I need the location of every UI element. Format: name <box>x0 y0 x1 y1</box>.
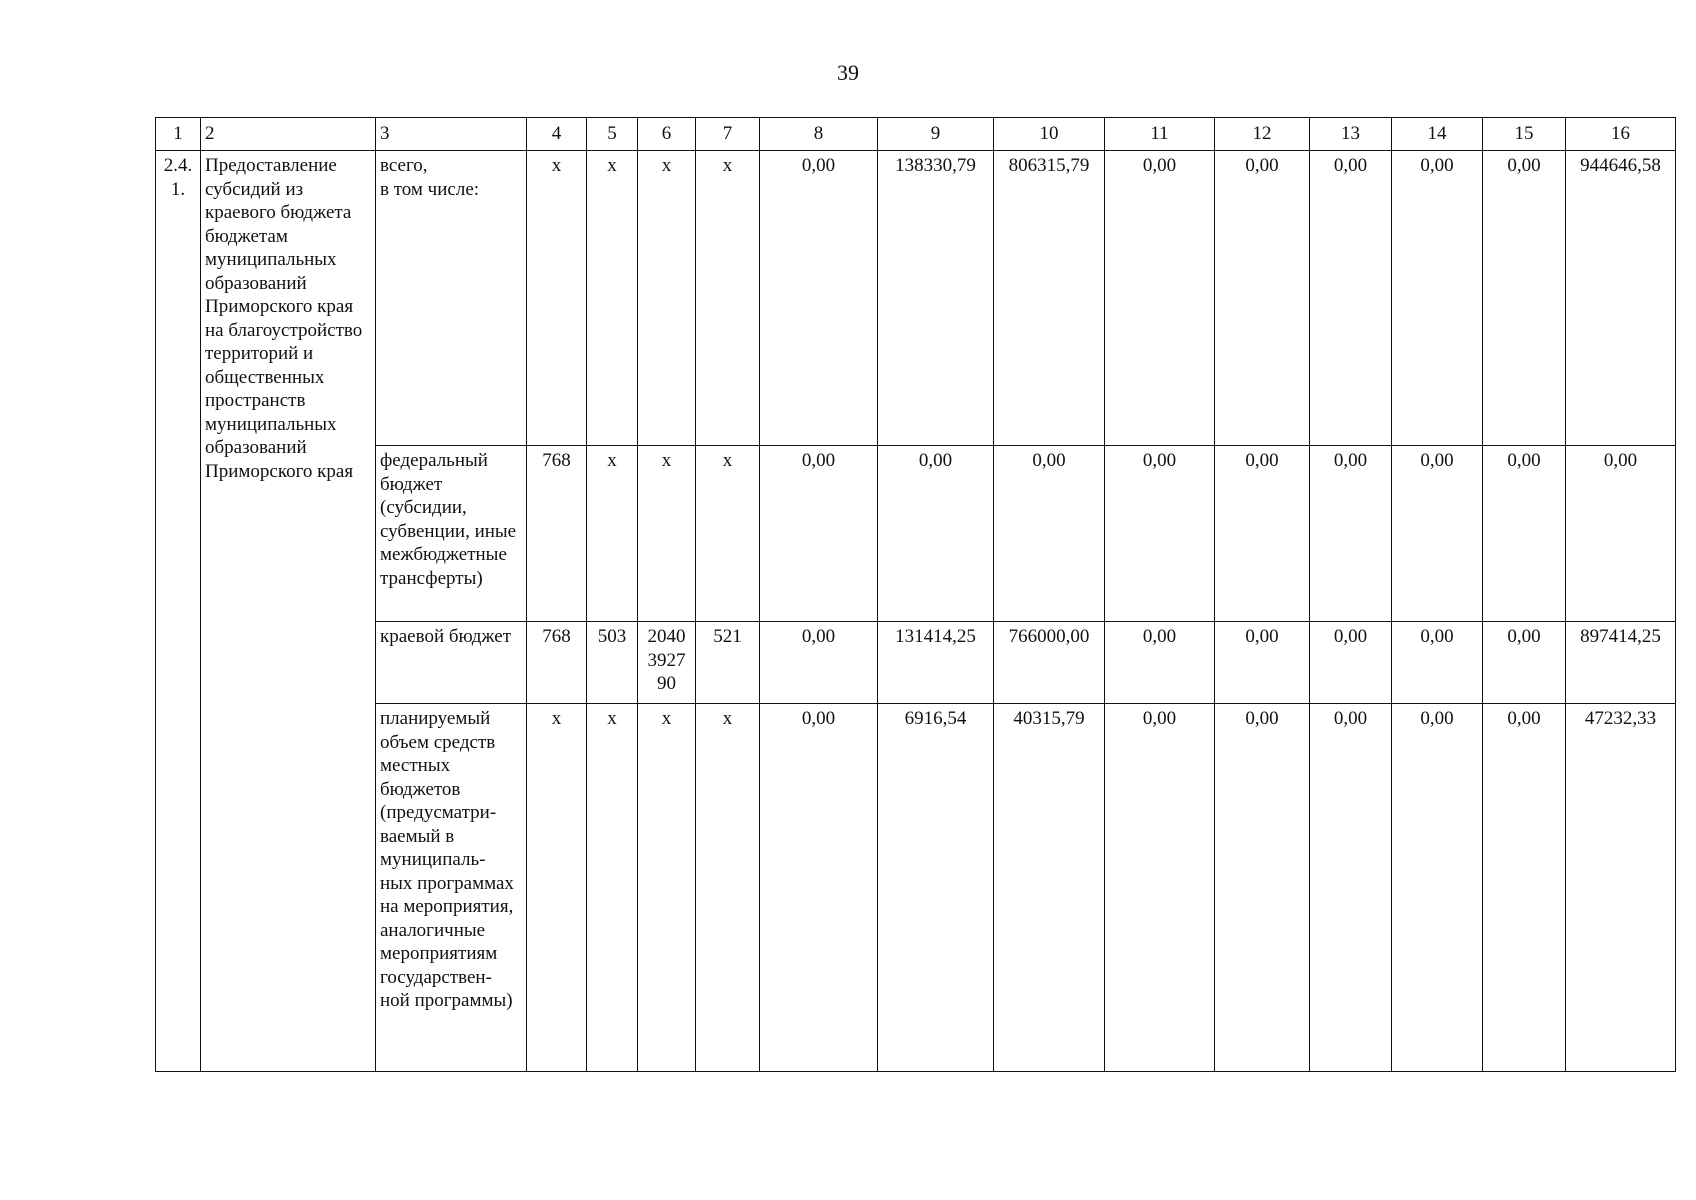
source-cell: всего, в том числе: <box>376 151 527 446</box>
value-cell: 0,00 <box>1483 151 1566 446</box>
code-cell: 768 <box>527 622 587 704</box>
page-number: 39 <box>837 60 859 85</box>
code-cell: 503 <box>587 622 638 704</box>
value-cell: 0,00 <box>760 704 878 1072</box>
code-cell: х <box>638 704 696 1072</box>
value-cell: 0,00 <box>760 446 878 622</box>
header-cell: 4 <box>527 118 587 151</box>
header-cell: 6 <box>638 118 696 151</box>
code-cell: х <box>638 446 696 622</box>
header-cell: 1 <box>156 118 201 151</box>
value-cell: 0,00 <box>1215 704 1310 1072</box>
value-cell: 0,00 <box>760 151 878 446</box>
value-cell: 0,00 <box>1105 446 1215 622</box>
code-cell: 768 <box>527 446 587 622</box>
code-cell: 521 <box>696 622 760 704</box>
value-cell: 0,00 <box>1310 622 1392 704</box>
header-cell: 13 <box>1310 118 1392 151</box>
table-header-row <box>156 118 1676 151</box>
value-cell: 0,00 <box>1215 622 1310 704</box>
code-cell: х <box>587 704 638 1072</box>
header-cell: 14 <box>1392 118 1483 151</box>
item-name: Предоставление субсидий из краевого бюджета бюджетам муниципальных образований Приморского края на благоустройство территорий и общественных пространств муниципальных образований Приморского края <box>201 151 376 1072</box>
value-cell: 0,00 <box>1105 622 1215 704</box>
value-cell: 0,00 <box>1310 446 1392 622</box>
value-cell: 0,00 <box>1215 151 1310 446</box>
item-number: 2.4. 1. <box>156 151 201 1072</box>
value-cell: 0,00 <box>878 446 994 622</box>
value-cell: 944646,58 <box>1566 151 1676 446</box>
code-cell: х <box>527 151 587 446</box>
header-cell: 7 <box>696 118 760 151</box>
header-cell: 3 <box>376 118 527 151</box>
value-cell: 131414,25 <box>878 622 994 704</box>
code-cell: х <box>696 151 760 446</box>
value-cell: 806315,79 <box>994 151 1105 446</box>
header-cell: 16 <box>1566 118 1676 151</box>
value-cell: 0,00 <box>1483 704 1566 1072</box>
value-cell: 0,00 <box>994 446 1105 622</box>
header-cell: 15 <box>1483 118 1566 151</box>
value-cell: 0,00 <box>1483 446 1566 622</box>
value-cell: 0,00 <box>1310 151 1392 446</box>
table-row <box>156 446 1676 622</box>
header-cell: 2 <box>201 118 376 151</box>
value-cell: 0,00 <box>1105 704 1215 1072</box>
value-cell: 0,00 <box>1392 622 1483 704</box>
source-cell: федеральный бюджет (субсидии, субвенции, иные межбюджетные трансферты) <box>376 446 527 622</box>
value-cell: 0,00 <box>1392 446 1483 622</box>
value-cell: 766000,00 <box>994 622 1105 704</box>
code-cell: х <box>696 446 760 622</box>
value-cell: 138330,79 <box>878 151 994 446</box>
value-cell: 0,00 <box>1483 622 1566 704</box>
table-row <box>156 151 1676 446</box>
table-row <box>156 622 1676 704</box>
header-cell: 11 <box>1105 118 1215 151</box>
value-cell: 0,00 <box>1105 151 1215 446</box>
code-cell: х <box>587 151 638 446</box>
header-cell: 5 <box>587 118 638 151</box>
code-cell: 2040 3927 90 <box>638 622 696 704</box>
header-cell: 10 <box>994 118 1105 151</box>
source-cell: краевой бюджет <box>376 622 527 704</box>
value-cell: 6916,54 <box>878 704 994 1072</box>
code-cell: х <box>587 446 638 622</box>
value-cell: 0,00 <box>1392 151 1483 446</box>
value-cell: 0,00 <box>1310 704 1392 1072</box>
value-cell: 0,00 <box>760 622 878 704</box>
budget-table <box>155 117 1676 1072</box>
value-cell: 47232,33 <box>1566 704 1676 1072</box>
value-cell: 0,00 <box>1215 446 1310 622</box>
value-cell: 0,00 <box>1566 446 1676 622</box>
value-cell: 0,00 <box>1392 704 1483 1072</box>
value-cell: 40315,79 <box>994 704 1105 1072</box>
value-cell: 897414,25 <box>1566 622 1676 704</box>
code-cell: х <box>638 151 696 446</box>
table-row <box>156 704 1676 1072</box>
header-cell: 8 <box>760 118 878 151</box>
header-cell: 9 <box>878 118 994 151</box>
header-cell: 12 <box>1215 118 1310 151</box>
code-cell: х <box>696 704 760 1072</box>
source-cell: планируемый объем средств местных бюджетов (предусматри- ваемый в муниципаль- ных программах на мероприятия, аналогичные мероприятиям государствен- ной программы) <box>376 704 527 1072</box>
code-cell: х <box>527 704 587 1072</box>
